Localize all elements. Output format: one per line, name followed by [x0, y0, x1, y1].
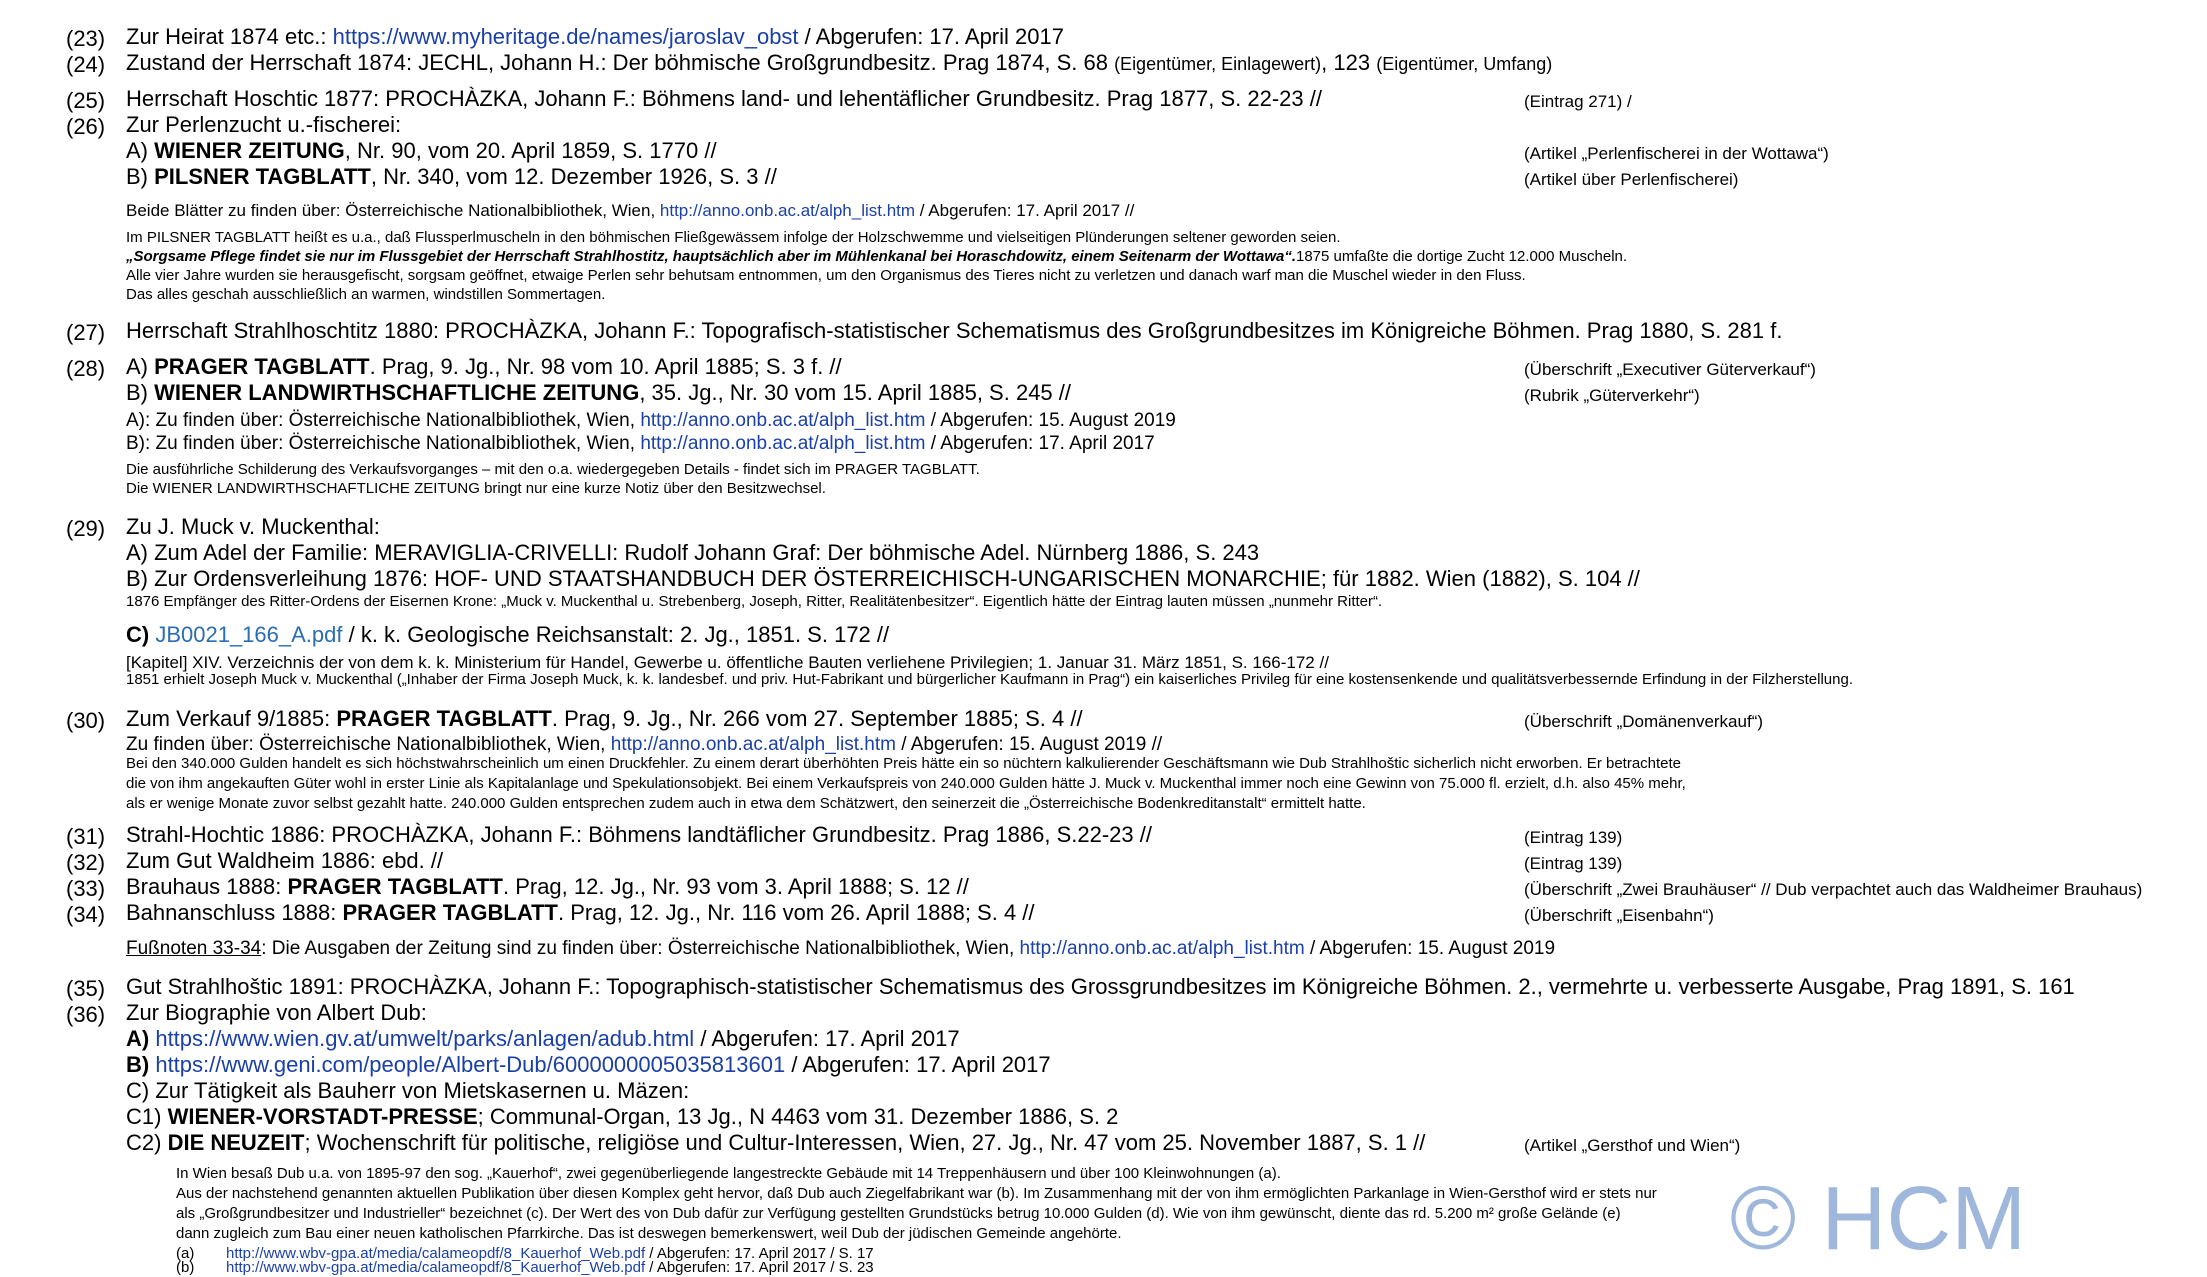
entry-text: Zustand der Herrschaft 1874: JECHL, Johann H.: Der böhmische Großgrundbesitz. Prag 1874, S. 68	[126, 50, 1115, 75]
entry-text: ; Wochenschrift für politische, religiöse und Cultur-Interessen, Wien, 27. Jg., Nr. 47 vom 25. November 1887, S. 1 //	[304, 1130, 1426, 1155]
annotation: (Artikel „Perlenfischerei in der Wottawa“)	[1524, 144, 1829, 163]
label: B)	[126, 1052, 156, 1077]
entry-text: , 123	[1321, 50, 1377, 75]
entry-number: (30)	[66, 708, 106, 733]
source-link[interactable]: http://www.wbv-gpa.at/media/calameopdf/8_Kauerhof_Web.pdf	[226, 1245, 646, 1262]
entry-text: Zur Heirat 1874 etc.:	[126, 24, 333, 49]
reference-b	[176, 1258, 874, 1277]
label: B)	[126, 380, 155, 405]
annotation: (Eintrag 139)	[1524, 828, 1623, 847]
entry-number: (23)	[66, 26, 106, 51]
note-text: Bei den 340.000 Gulden handelt es sich höchstwahrscheinlich um einen Druckfehler. Zu einem derart überhöhten Preis hätte ein so nüchtern kalkulierender Geschäftsmann wie Dub Strahlhoštic sicherlich nicht erworben. Er betrachtete	[126, 755, 1682, 772]
note-text: Die ausführliche Schilderung des Verkaufsvorganges – mit den o.a. wiedergegeben Details - findet sich im PRAGER TAGBLATT.	[126, 461, 980, 478]
source-text: Zu finden über: Österreichische Nationalbibliothek, Wien,	[126, 734, 611, 755]
entry-number: (31)	[66, 824, 106, 849]
sub-entry-b	[126, 164, 777, 190]
newspaper-title: DIE NEUZEIT	[167, 1130, 305, 1155]
label: B)	[126, 164, 155, 189]
source-text: : Die Ausgaben der Zeitung sind zu finden über: Österreichische Nationalbibliothek, Wien,	[261, 938, 1020, 959]
entry-number: (29)	[66, 516, 106, 541]
entry-32: Zum Gut Waldheim 1886: ebd. //	[126, 848, 444, 873]
note-text	[126, 247, 1627, 266]
entry-number: (34)	[66, 902, 106, 927]
entry-number: (36)	[66, 1002, 106, 1027]
retrieved-date: / Abgerufen: 17. April 2017	[798, 24, 1064, 49]
entry-29: Zu J. Muck v. Muckenthal:	[126, 514, 380, 539]
source-link[interactable]: https://www.geni.com/people/Albert-Dub/6000000005035813601	[155, 1052, 786, 1077]
note-text: 1876 Empfänger des Ritter-Ordens der Eisernen Krone: „Muck v. Muckenthal u. Strebenberg, Joseph, Ritter, Realitätenbesitzer“. Eigentlich hätte der Eintrag lauten müssen „nunmehr Ritter“.	[126, 593, 1383, 610]
entry-text: Zum Verkauf 9/1885:	[126, 706, 337, 731]
entry-33	[126, 874, 969, 900]
sub-entry-b	[126, 1052, 1051, 1078]
entry-number: (27)	[66, 320, 106, 345]
newspaper-title: PRAGER TAGBLATT	[154, 354, 370, 379]
entry-text: Brauhaus 1888:	[126, 874, 288, 899]
source-link[interactable]: http://anno.onb.ac.at/alph_list.htm	[1019, 938, 1305, 959]
source-link[interactable]: http://anno.onb.ac.at/alph_list.htm	[640, 433, 926, 454]
retrieved-date: / Abgerufen: 15. August 2019	[1304, 938, 1556, 959]
entry-31: Strahl-Hochtic 1886: PROCHÀZKA, Johann F.: Böhmens landtäflicher Grundbesitz. Prag 1886, S.22-23 //	[126, 822, 1152, 847]
quote: „Sorgsame Pflege findet sie nur im Flussgebiet der Herrschaft Strahlhostitz, hauptsächlich aber im Mühlenkanal bei Horaschdowitz, einem Seitenarm der Wottawa“.	[126, 248, 1296, 265]
annotation: (Eigentümer, Einlagewert)	[1114, 54, 1322, 74]
retrieved-date: / Abgerufen: 15. August 2019 //	[895, 734, 1163, 755]
entry-number: (28)	[66, 356, 106, 381]
sub-entry-a	[126, 138, 717, 164]
note-text: 1875 umfaßte die dortige Zucht 12.000 Muscheln.	[1296, 248, 1628, 265]
sub-entry-a	[126, 354, 842, 380]
newspaper-title: PRAGER TAGBLATT	[336, 706, 552, 731]
source-text: B): Zu finden über: Österreichische Nationalbibliothek, Wien,	[126, 433, 641, 454]
annotation: (Artikel „Gersthof und Wien“)	[1524, 1136, 1741, 1155]
pdf-link[interactable]: JB0021_166_A.pdf	[155, 622, 343, 647]
note-text: Das alles geschah ausschließlich an warmen, windstillen Sommertagen.	[126, 286, 606, 303]
label: C1)	[126, 1104, 168, 1129]
label: A)	[126, 138, 155, 163]
label: (a)	[176, 1245, 195, 1262]
note-text: Die WIENER LANDWIRTHSCHAFTLICHE ZEITUNG bringt nur eine kurze Notiz über den Besitzwechsel.	[126, 480, 826, 497]
retrieved-date: / Abgerufen: 17. April 2017 / S. 17	[645, 1245, 874, 1262]
entry-number: (32)	[66, 850, 106, 875]
annotation: (Rubrik „Güterverkehr“)	[1524, 386, 1700, 405]
newspaper-title: PRAGER TAGBLATT	[342, 900, 558, 925]
source-line	[126, 431, 1155, 457]
note-text: Im PILSNER TAGBLATT heißt es u.a., daß Flussperlmuscheln in den böhmischen Fließgewässem infolge der Holzschwemme und vielseitigen Plünderungen seltener geworden seien.	[126, 229, 1341, 246]
newspaper-title: WIENER ZEITUNG	[154, 138, 345, 163]
entry-text: , Nr. 90, vom 20. April 1859, S. 1770 //	[344, 138, 717, 163]
source-text: Beide Blätter zu finden über: Österreichische Nationalbibliothek, Wien,	[126, 201, 660, 220]
footnote	[126, 936, 1555, 962]
entry-number: (25)	[66, 88, 106, 113]
newspaper-title: PILSNER TAGBLATT	[154, 164, 371, 189]
entry-text: . Prag, 12. Jg., Nr. 116 vom 26. April 1888; S. 4 //	[558, 900, 1035, 925]
entry-text: ; Communal-Organ, 13 Jg., N 4463 vom 31. Dezember 1886, S. 2	[477, 1104, 1119, 1129]
label: C2)	[126, 1130, 168, 1155]
entry-34	[126, 900, 1035, 926]
annotation: (Eigentümer, Umfang)	[1376, 54, 1553, 74]
retrieved-date: / Abgerufen: 17. April 2017 / S. 23	[645, 1259, 874, 1276]
sub-entry-c2	[126, 1130, 1425, 1156]
sub-entry-c: C) Zur Tätigkeit als Bauherr von Mietskasernen u. Mäzen:	[126, 1078, 690, 1103]
copyright-watermark: © HCM	[1730, 1169, 2027, 1269]
sub-entry-b	[126, 380, 1071, 406]
entry-24	[126, 50, 1552, 77]
source-link[interactable]: https://www.wien.gv.at/umwelt/parks/anlagen/adub.html	[155, 1026, 695, 1051]
note-text: die von ihm angekauften Güter wohl in erster Linie als Kapitalanlage und Spekulationsobjekt. Bei einem Verkaufspreis von 240.000 Gulden hätte J. Muck v. Muckenthal immer noch eine Gewinn von 75.000 fl. erzielt, d.h. also 45% mehr,	[126, 775, 1686, 792]
entry-number: (26)	[66, 114, 106, 139]
annotation: (Eintrag 139)	[1524, 854, 1623, 873]
sub-entry-c1	[126, 1104, 1118, 1130]
entry-25: Herrschaft Hoschtic 1877: PROCHÀZKA, Johann F.: Böhmens land- und lehentäflicher Grundbesitz. Prag 1877, S. 22-23 //	[126, 86, 1322, 111]
entry-27: Herrschaft Strahlhoschtitz 1880: PROCHÀZKA, Johann F.: Topografisch-statistischer Schematismus des Großgrundbesitzes im Königreiche Böhmen. Prag 1880, S. 281 f.	[126, 318, 1783, 343]
sub-entry-a: A) Zum Adel der Familie: MERAVIGLIA-CRIVELLI: Rudolf Johann Graf: Der böhmische Adel. Nürnberg 1886, S. 243	[126, 540, 1260, 565]
note-text: als „Großgrundbesitzer und Industrieller“ bezeichnet (c). Der Wert des von Dub dafür zur Verfügung gestellten Grundstücks betrug 10.000 Gulden (d). Wie von ihm gewünscht, diente das rd. 5.200 m² große Gelände (e)	[176, 1205, 1621, 1222]
annotation: (Überschrift „Zwei Brauhäuser“ // Dub verpachtet auch das Waldheimer Brauhaus)	[1524, 880, 2143, 899]
annotation: (Überschrift „Domänenverkauf“)	[1524, 712, 1764, 731]
retrieved-date: / Abgerufen: 17. April 2017	[694, 1026, 960, 1051]
entry-number: (35)	[66, 976, 106, 1001]
note-text: dann zugleich zum Bau einer neuen katholischen Pfarrkirche. Das ist deswegen bemerkenswert, weil Dub der jüdischen Gemeinde angehörte.	[176, 1225, 1122, 1242]
newspaper-title: WIENER-VORSTADT-PRESSE	[167, 1104, 478, 1129]
label: (b)	[176, 1259, 195, 1276]
entry-text: . Prag, 9. Jg., Nr. 266 vom 27. September 1885; S. 4 //	[551, 706, 1083, 731]
source-link[interactable]: https://www.myheritage.de/names/jaroslav_obst	[332, 24, 799, 49]
newspaper-title: PRAGER TAGBLATT	[287, 874, 503, 899]
entry-number: (33)	[66, 876, 106, 901]
note-text: als er wenige Monate zuvor selbst gezahlt hatte. 240.000 Gulden entsprechen zudem auch in etwa dem Schätzwert, den seinerzeit die „Österreichische Bodenkreditanstalt“ ermittelt hatte.	[126, 795, 1366, 812]
entry-23	[126, 24, 1064, 50]
note-text: In Wien besaß Dub u.a. von 1895-97 den sog. „Kauerhof“, zwei gegenüberliegende langestreckte Gebäude mit 14 Treppenhäusern und über 100 Kleinwohnungen (a).	[176, 1165, 1281, 1182]
source-link[interactable]: http://anno.onb.ac.at/alph_list.htm	[640, 410, 926, 431]
sub-entry-b: B) Zur Ordensverleihung 1876: HOF- UND STAATSHANDBUCH DER ÖSTERREICHISCH-UNGARISCHEN MONARCHIE; für 1882. Wien (1882), S. 104 //	[126, 566, 1640, 591]
entry-26: Zur Perlenzucht u.-fischerei:	[126, 112, 402, 137]
source-line	[126, 198, 1134, 224]
entry-text: , Nr. 340, vom 12. Dezember 1926, S. 3 //	[370, 164, 777, 189]
annotation: (Artikel über Perlenfischerei)	[1524, 170, 1739, 189]
note-text: Aus der nachstehend genannten aktuellen Publikation über diesen Komplex geht hervor, daß Dub auch Ziegelfabrikant war (b). Im Zusammenhang mit der von ihm ermöglichten Parkanlage in Wien-Gersthof wird er stets nur	[176, 1185, 1657, 1202]
note-text: 1851 erhielt Joseph Muck v. Muckenthal („Inhaber der Firma Joseph Muck, k. k. landesbef. und priv. Hut-Fabrikant und bürgerlicher Kaufmann in Prag“) ein kaiserliches Privileg für eine kostensenkende und qualitätsverbessernde Erfindung in der Filzherstellung.	[126, 671, 1853, 688]
annotation: (Eintrag 271) /	[1524, 92, 1632, 111]
entry-35: Gut Strahlhoštic 1891: PROCHÀZKA, Johann F.: Topographisch-statistischer Schematismus des Grossgrundbesitzes im Königreiche Böhmen. 2., vermehrte u. verbesserte Ausgabe, Prag 1891, S. 161	[126, 974, 2075, 999]
entry-text: . Prag, 12. Jg., Nr. 93 vom 3. April 1888; S. 12 //	[502, 874, 969, 899]
entry-text: . Prag, 9. Jg., Nr. 98 vom 10. April 1885; S. 3 f. //	[369, 354, 842, 379]
entry-text: Bahnanschluss 1888:	[126, 900, 343, 925]
source-link[interactable]: http://www.wbv-gpa.at/media/calameopdf/8_Kauerhof_Web.pdf	[226, 1259, 646, 1276]
entry-text: , 35. Jg., Nr. 30 vom 15. April 1885, S. 245 //	[639, 380, 1071, 405]
label: A)	[126, 1026, 156, 1051]
note-text: Alle vier Jahre wurden sie herausgefischt, sorgsam geöffnet, etwaige Perlen sehr behutsam entnommen, um den Organismus des Tieres nicht zu verletzen und danach warf man die Muschel wieder in den Fluss.	[126, 267, 1526, 284]
retrieved-date: / Abgerufen: 17. April 2017	[925, 433, 1155, 454]
source-link[interactable]: http://anno.onb.ac.at/alph_list.htm	[610, 734, 896, 755]
retrieved-date: / Abgerufen: 17. April 2017	[785, 1052, 1051, 1077]
entry-text: / k. k. Geologische Reichsanstalt: 2. Jg., 1851. S. 172 //	[342, 622, 890, 647]
source-link[interactable]: http://anno.onb.ac.at/alph_list.htm	[659, 201, 916, 220]
entry-36: Zur Biographie von Albert Dub:	[126, 1000, 427, 1025]
retrieved-date: / Abgerufen: 17. April 2017 //	[915, 201, 1135, 220]
sub-entry-c	[126, 622, 889, 648]
source-text: A): Zu finden über: Österreichische Nationalbibliothek, Wien,	[126, 410, 641, 431]
footnote-label: Fußnoten 33-34	[126, 938, 262, 959]
entry-30	[126, 706, 1083, 732]
retrieved-date: / Abgerufen: 15. August 2019	[925, 410, 1176, 431]
note-text: [Kapitel] XIV. Verzeichnis der von dem k. k. Ministerium für Handel, Gewerbe u. öffentliche Bauten verliehene Privilegien; 1. Januar 31. März 1851, S. 166-172 //	[126, 653, 1329, 672]
label: C)	[126, 622, 156, 647]
newspaper-title: WIENER LANDWIRTHSCHAFTLICHE ZEITUNG	[154, 380, 640, 405]
label: A)	[126, 354, 155, 379]
annotation: (Überschrift „Executiver Güterverkauf“)	[1524, 360, 1816, 379]
sub-entry-a	[126, 1026, 960, 1052]
entry-number: (24)	[66, 52, 106, 77]
annotation: (Überschrift „Eisenbahn“)	[1524, 906, 1714, 925]
